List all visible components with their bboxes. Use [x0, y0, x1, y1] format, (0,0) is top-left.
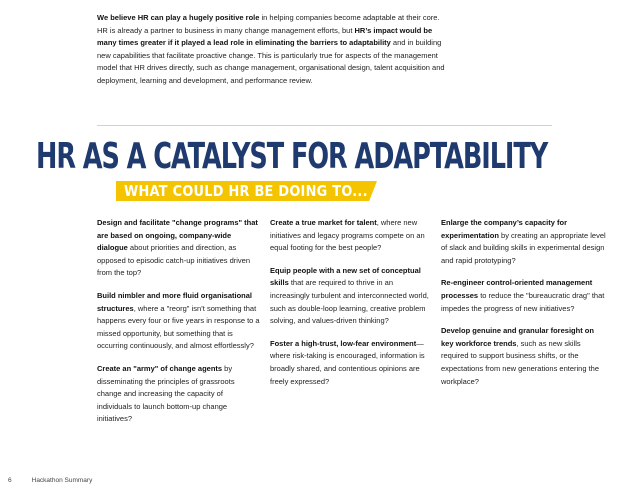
divider [97, 125, 552, 126]
question-column-2 [270, 217, 433, 398]
question-text: , where new initiatives and legacy programs compete on an equal footing for the best people? [270, 218, 425, 253]
question-text: by creating an appropriate level of slack and building skills in experimental design and rapid prototyping? [441, 230, 606, 265]
intro-paragraph [97, 12, 447, 88]
question-item [270, 338, 433, 388]
question-text: , such as new skills required to support business shifts, or the expectations from new generations entering the workplace? [441, 338, 600, 386]
question-column-3 [441, 217, 606, 398]
question-lead: Create an "army" of change agents [97, 363, 223, 373]
question-text: to reduce the "bureaucratic drag" that impedes the progress of new initiatives? [441, 290, 605, 313]
question-item [441, 325, 606, 388]
footer-label: Hackathon Summary [31, 477, 93, 484]
question-item [97, 217, 260, 280]
question-lead: Foster a high-trust, low-fear environment [270, 338, 417, 348]
question-text: , where a "reorg" isn’t something that happens every four or five years in response to a missed opportunity, but something that is occurring continuously, and almost effortlessly? [97, 303, 260, 351]
question-lead: Re-engineer control-oriented management processes [441, 278, 593, 300]
question-column-1 [97, 217, 260, 436]
question-item [97, 290, 260, 353]
question-item [270, 265, 433, 328]
subhead-title: WHAT COULD HR BE DOING TO... [124, 182, 368, 200]
question-text: —where risk-taking is encouraged, information is broadly shared, and contentious opinions are freely expressed? [270, 338, 425, 386]
question-lead: Build nimbler and more fluid organisational structures [97, 290, 253, 313]
page-footer [8, 476, 92, 486]
question-item [270, 217, 433, 255]
question-text: that are required to thrive in an increasingly turbulent and interconnected world, such as double-loop learning, creative problem solving, and values-driven thinking? [270, 278, 429, 326]
intro-emphasis: HR’s impact would be many times greater if it played a lead role in eliminating the barriers to adaptability [97, 25, 433, 48]
question-lead: Develop genuine and granular foresight on key workforce trends [441, 326, 594, 348]
question-lead: Create a true market for talent [270, 218, 377, 227]
question-lead: Design and facilitate "change programs" that are based on ongoing, company-wide dialogue [97, 218, 258, 253]
question-lead: Equip people with a new set of conceptual skills [270, 265, 421, 288]
intro-text-2: and in building new capabilities that facilitate proactive change. This is particularly true for aspects of the management model that HR drives directly, such as change management, organisational design, talent acquisition and deployment, learning and development, and performance review. [97, 38, 445, 85]
question-item [441, 217, 606, 267]
question-lead: Enlarge the company’s capacity for experimentation [441, 218, 568, 240]
page-title: HR AS A CATALYST FOR ADAPTABILITY [36, 136, 548, 177]
question-text: about priorities and direction, as opposed to episodic catch-up initiatives driven from the top? [97, 243, 251, 278]
question-item [97, 363, 260, 426]
question-text: by disseminating the principles of grassroots change and increasing the capacity of individuals to launch bottom-up change initiatives? [97, 363, 235, 424]
question-item [441, 277, 606, 315]
intro-lead: We believe HR can play a hugely positive role [97, 13, 260, 22]
page-number: 6 [8, 477, 12, 484]
intro-text-1: in helping companies become adaptable at their core. HR is already a partner to business in many change management efforts, but [97, 13, 440, 35]
